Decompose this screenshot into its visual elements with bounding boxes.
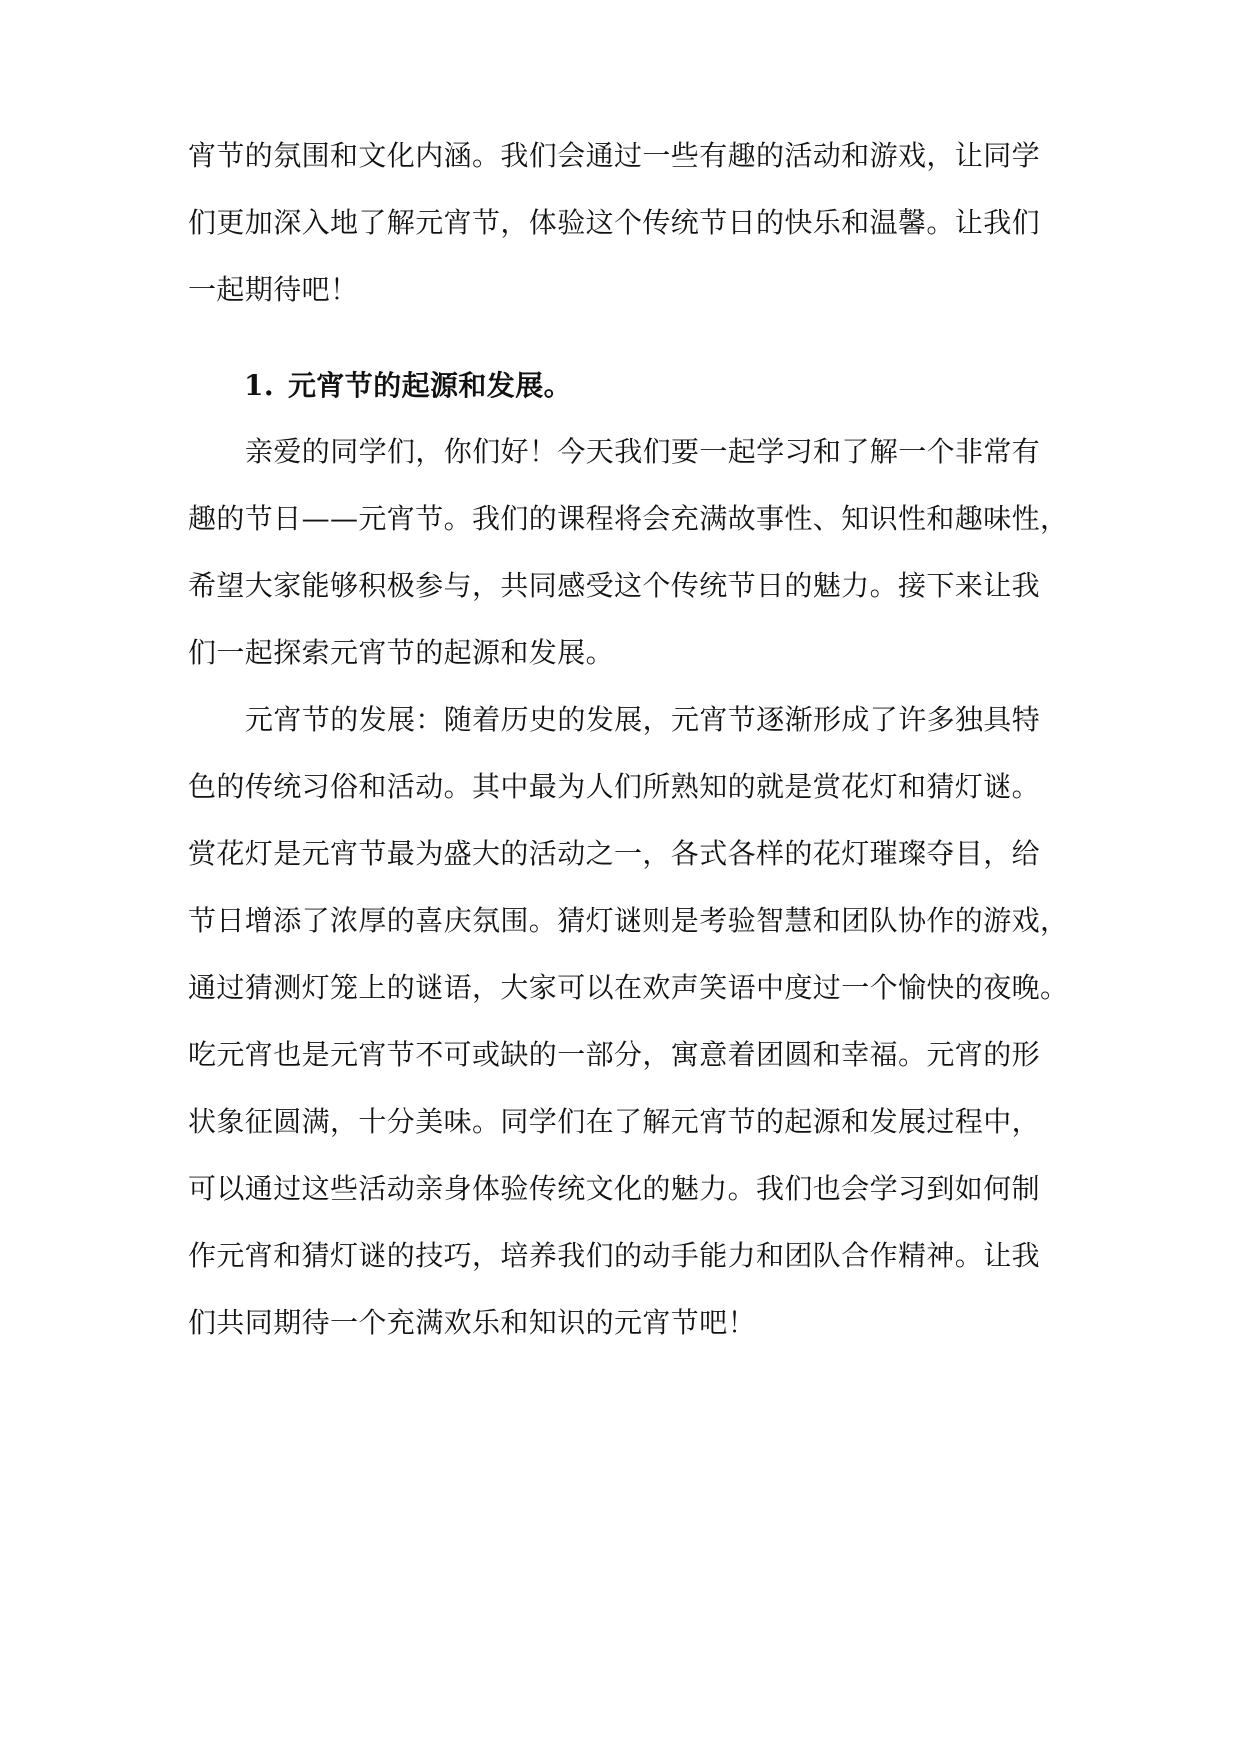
para2-line-9: 作元宵和猜灯谜的技巧，培养我们的动手能力和团队合作精神。让我	[188, 1239, 1041, 1272]
para1-line-3: 希望大家能够积极参与，共同感受这个传统节日的魅力。接下来让我	[188, 569, 1041, 602]
para1-line-1: 亲爱的同学们，你们好！今天我们要一起学习和了解一个非常有	[245, 435, 1041, 468]
para1-line-2: 趣的节日——元宵节。我们的课程将会充满故事性、知识性和趣味性，	[188, 502, 1069, 535]
section-heading	[244, 366, 1114, 406]
intro-line-2: 们更加深入地了解元宵节，体验这个传统节日的快乐和温馨。让我们	[188, 206, 1041, 239]
para2-line-10: 们共同期待一个充满欢乐和知识的元宵节吧！	[188, 1306, 757, 1339]
para1-line-4: 们一起探索元宵节的起源和发展。	[188, 636, 615, 669]
section-title: 元宵节的起源和发展。	[288, 369, 573, 402]
intro-line-1: 宵节的氛围和文化内涵。我们会通过一些有趣的活动和游戏，让同学	[188, 139, 1041, 172]
para2-line-1: 元宵节的发展：随着历史的发展，元宵节逐渐形成了许多独具特	[245, 703, 1041, 736]
para2-line-5: 通过猜测灯笼上的谜语，大家可以在欢声笑语中度过一个愉快的夜晚。	[188, 971, 1069, 1004]
intro-line-3: 一起期待吧！	[188, 273, 359, 306]
para2-line-8: 可以通过这些活动亲身体验传统文化的魅力。我们也会学习到如何制	[188, 1172, 1041, 1205]
para2-line-6: 吃元宵也是元宵节不可或缺的一部分，寓意着团圆和幸福。元宵的形	[188, 1038, 1041, 1071]
para2-line-2: 色的传统习俗和活动。其中最为人们所熟知的就是赏花灯和猜灯谜。	[188, 770, 1041, 803]
para2-line-7: 状象征圆满，十分美味。同学们在了解元宵节的起源和发展过程中，	[188, 1105, 1041, 1138]
para2-line-4: 节日增添了浓厚的喜庆氛围。猜灯谜则是考验智慧和团队协作的游戏，	[188, 904, 1069, 937]
section-number: 1.	[244, 369, 275, 402]
para2-line-3: 赏花灯是元宵节最为盛大的活动之一，各式各样的花灯璀璨夺目，给	[188, 837, 1041, 870]
